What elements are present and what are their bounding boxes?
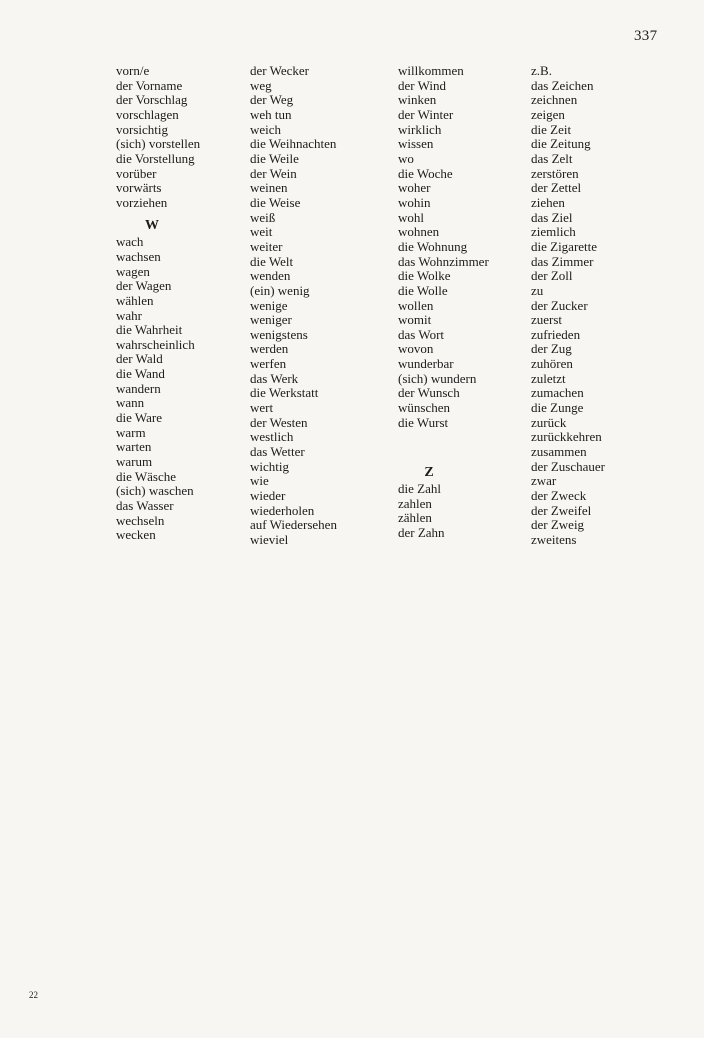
word-entry: westlich xyxy=(250,429,294,445)
word-entry: die Wolle xyxy=(398,282,448,298)
word-entry: wohl xyxy=(398,209,424,225)
word-entry: der Weg xyxy=(250,92,294,108)
word-entry: weiß xyxy=(250,209,276,225)
word-entry: zurück xyxy=(531,414,567,430)
word-entry: wahrscheinlich xyxy=(116,336,195,352)
word-entry: (sich) wundern xyxy=(398,370,477,386)
word-entry: die Ware xyxy=(116,410,162,426)
word-entry: zählen xyxy=(398,510,432,526)
entry-group-w-end xyxy=(398,64,489,430)
word-entry: die Wohnung xyxy=(398,238,468,254)
word-entry: das Wort xyxy=(398,326,445,342)
word-entry: zeichnen xyxy=(531,92,578,108)
word-column-3 xyxy=(398,64,489,541)
word-entry: das Wohnzimmer xyxy=(398,253,489,269)
word-entry: vorüber xyxy=(116,165,157,181)
word-entry: die Weile xyxy=(250,150,299,166)
word-entry: wohin xyxy=(398,194,431,210)
word-entry: wollen xyxy=(398,297,434,313)
word-entry: z.B. xyxy=(531,63,552,78)
word-entry: die Wäsche xyxy=(116,468,177,484)
word-entry: wert xyxy=(250,400,274,416)
word-entry: der Winter xyxy=(398,106,454,122)
word-entry: der Vorschlag xyxy=(116,92,188,108)
word-entry: das Zimmer xyxy=(531,253,594,269)
word-entry: wissen xyxy=(398,136,434,152)
word-entry: das Wasser xyxy=(116,498,174,514)
word-entry: der Westen xyxy=(250,414,308,430)
word-entry: die Zeitung xyxy=(531,136,591,152)
word-entry: wann xyxy=(116,395,145,411)
word-entry: willkommen xyxy=(398,63,464,78)
word-entry: wovon xyxy=(398,341,434,357)
word-entry: wach xyxy=(116,234,144,250)
section-heading-w: W xyxy=(145,217,159,233)
word-entry: vorwärts xyxy=(116,180,162,196)
word-entry: weinen xyxy=(250,180,288,196)
word-entry: zuhören xyxy=(531,356,573,372)
word-column-4 xyxy=(531,64,605,548)
word-entry: wünschen xyxy=(398,400,450,416)
word-entry: weich xyxy=(250,121,282,137)
word-entry: der Wein xyxy=(250,165,297,181)
word-entry: zumachen xyxy=(531,385,584,401)
word-entry: der Zweifel xyxy=(531,502,592,518)
word-entry: wagen xyxy=(116,263,150,279)
word-entry: weit xyxy=(250,224,273,240)
word-entry: zu xyxy=(531,282,544,298)
word-entry: der Zweck xyxy=(531,488,587,504)
word-entry: (ein) wenig xyxy=(250,282,310,298)
word-entry: die Wurst xyxy=(398,414,449,430)
word-entry: womit xyxy=(398,312,432,328)
word-entry: die Werkstatt xyxy=(250,385,319,401)
word-entry: zweitens xyxy=(531,532,577,547)
word-entry: zeigen xyxy=(531,106,565,122)
word-entry: zahlen xyxy=(398,495,432,511)
word-entry: vorn/e xyxy=(116,63,150,78)
word-entry: woher xyxy=(398,180,431,196)
word-entry: das Werk xyxy=(250,370,299,386)
word-entry: vorziehen xyxy=(116,194,168,210)
word-entry: zurückkehren xyxy=(531,429,602,445)
word-entry: der Zucker xyxy=(531,297,588,313)
word-entry: wieder xyxy=(250,488,286,504)
word-entry: wunderbar xyxy=(398,356,454,372)
word-entry: der Wind xyxy=(398,77,446,93)
word-entry: die Wand xyxy=(116,366,165,382)
word-entry: zufrieden xyxy=(531,326,581,342)
word-entry: die Vorstellung xyxy=(116,150,195,166)
word-entry: wenigstens xyxy=(250,326,308,342)
entry-group-w-continued xyxy=(250,64,337,548)
word-entry: wiederholen xyxy=(250,502,315,518)
word-entry: die Wolke xyxy=(398,268,451,284)
entry-group-z xyxy=(398,482,489,541)
word-entry: die Weihnachten xyxy=(250,136,337,152)
word-entry: auf Wiedersehen xyxy=(250,517,337,533)
word-entry: wieviel xyxy=(250,532,289,547)
word-entry: warten xyxy=(116,439,152,455)
word-entry: wecken xyxy=(116,527,156,543)
word-entry: weniger xyxy=(250,312,292,328)
word-entry: vorsichtig xyxy=(116,121,168,137)
word-entry: wandern xyxy=(116,380,161,396)
word-entry: wo xyxy=(398,150,414,166)
word-entry: wenige xyxy=(250,297,288,313)
word-entry: vorschlagen xyxy=(116,106,179,122)
page-number: 337 xyxy=(634,28,658,44)
word-entry: die Welt xyxy=(250,253,294,269)
word-entry: warm xyxy=(116,424,146,440)
word-entry: die Zeit xyxy=(531,121,572,137)
word-entry: weh tun xyxy=(250,106,292,122)
word-entry: die Zigarette xyxy=(531,238,598,254)
word-entry: wahr xyxy=(116,307,142,323)
word-entry: die Zunge xyxy=(531,400,584,416)
section-heading-z: Z xyxy=(424,465,434,481)
word-entry: der Wald xyxy=(116,351,163,367)
word-entry: die Zahl xyxy=(398,481,441,497)
word-entry: zusammen xyxy=(531,444,587,460)
word-entry: der Vorname xyxy=(116,77,183,93)
word-entry: der Wagen xyxy=(116,278,172,294)
word-entry: der Zweig xyxy=(531,517,585,533)
word-entry: das Ziel xyxy=(531,209,573,225)
word-entry: wie xyxy=(250,473,269,489)
word-entry: das Zeichen xyxy=(531,77,594,93)
word-entry: werden xyxy=(250,341,289,357)
word-entry: ziemlich xyxy=(531,224,576,240)
word-entry: der Zuschauer xyxy=(531,458,605,474)
word-entry: die Woche xyxy=(398,165,453,181)
entry-group-v xyxy=(116,64,200,211)
word-entry: der Zettel xyxy=(531,180,582,196)
footer-code: 22 xyxy=(29,990,38,1000)
word-entry: zerstören xyxy=(531,165,579,181)
word-column-2 xyxy=(250,64,337,548)
word-entry: werfen xyxy=(250,356,287,372)
word-entry: die Wahrheit xyxy=(116,322,183,338)
word-entry: wechseln xyxy=(116,512,165,528)
word-entry: zwar xyxy=(531,473,557,489)
word-entry: wirklich xyxy=(398,121,442,137)
word-entry: weg xyxy=(250,77,272,93)
word-entry: wachsen xyxy=(116,248,161,264)
word-entry: das Zelt xyxy=(531,150,573,166)
word-entry: zuerst xyxy=(531,312,563,328)
word-entry: (sich) waschen xyxy=(116,483,194,499)
word-entry: wohnen xyxy=(398,224,440,240)
word-entry: winken xyxy=(398,92,437,108)
word-entry: die Weise xyxy=(250,194,301,210)
word-entry: (sich) vorstellen xyxy=(116,136,201,152)
word-column-1 xyxy=(116,64,200,543)
word-entry: weiter xyxy=(250,238,283,254)
word-entry: ziehen xyxy=(531,194,565,210)
word-entry: der Zahn xyxy=(398,525,445,541)
word-entry: warum xyxy=(116,454,153,470)
word-entry: wenden xyxy=(250,268,291,284)
word-entry: der Wunsch xyxy=(398,385,460,401)
entry-group-z-continued xyxy=(531,64,605,548)
word-entry: der Zug xyxy=(531,341,572,357)
word-entry: der Wecker xyxy=(250,63,309,78)
word-entry: wichtig xyxy=(250,458,289,474)
entry-group-w xyxy=(116,235,200,543)
word-entry: zuletzt xyxy=(531,370,566,386)
word-entry: der Zoll xyxy=(531,268,573,284)
word-entry: wählen xyxy=(116,292,154,308)
word-entry: das Wetter xyxy=(250,444,305,460)
